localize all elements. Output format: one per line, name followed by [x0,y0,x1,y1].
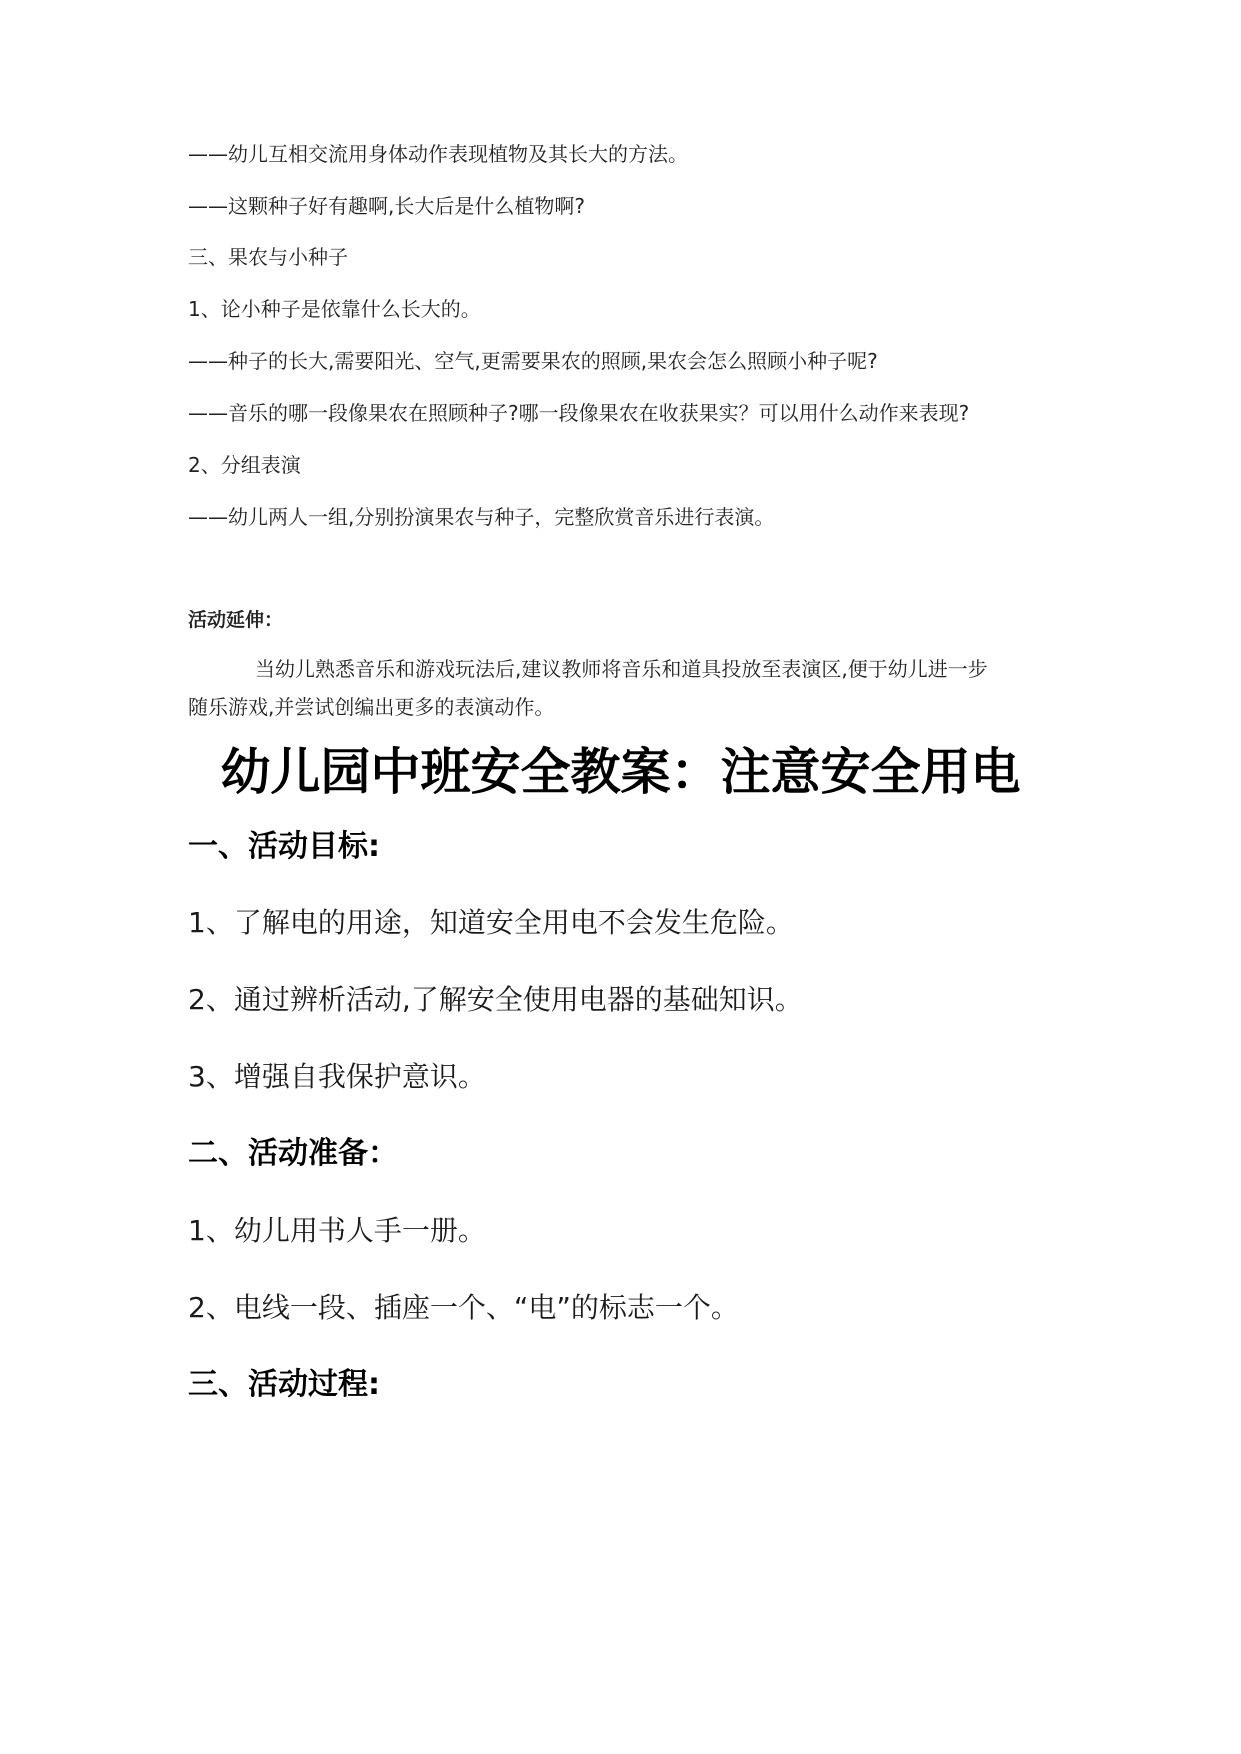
goals-heading: 一、活动目标: [188,829,380,864]
prep-heading: 二、活动准备： [188,1136,398,1171]
section-heading-small: 三、果农与小种子 [188,245,348,269]
prep-item: 2、电线一段、插座一个、“电”的标志一个。 [188,1291,739,1324]
page-title: 幼儿园中班安全教案：注意安全用电 [220,743,1021,801]
process-heading: 三、活动过程: [188,1367,380,1402]
text-line: ——这颗种子好有趣啊,长大后是什么植物啊? [188,194,585,218]
goal-item: 3、增强自我保护意识。 [188,1060,486,1093]
extension-paragraph-line: 当幼儿熟悉音乐和游戏玩法后,建议教师将音乐和道具投放至表演区,便于幼儿进一步 [255,657,988,681]
text-line: ——音乐的哪一段像果农在照顾种子?哪一段像果农在收获果实？可以用什么动作来表现? [188,401,970,425]
goal-item: 2、通过辨析活动,了解安全使用电器的基础知识。 [188,983,803,1016]
extension-paragraph-line: 随乐游戏,并尝试创编出更多的表演动作。 [188,695,555,719]
goal-item: 1、了解电的用途，知道安全用电不会发生危险。 [188,906,794,939]
text-line: ——种子的长大,需要阳光、空气,更需要果农的照顾,果农会怎么照顾小种子呢? [188,349,878,373]
text-line: ——幼儿两人一组,分别扮演果农与种子，完整欣赏音乐进行表演。 [188,505,775,529]
text-line: ——幼儿互相交流用身体动作表现植物及其长大的方法。 [188,142,688,166]
prep-item: 1、幼儿用书人手一册。 [188,1214,486,1247]
text-line: 2、分组表演 [188,453,301,477]
extension-heading: 活动延伸： [188,609,284,631]
text-line: 1、论小种子是依靠什么长大的。 [188,297,481,321]
